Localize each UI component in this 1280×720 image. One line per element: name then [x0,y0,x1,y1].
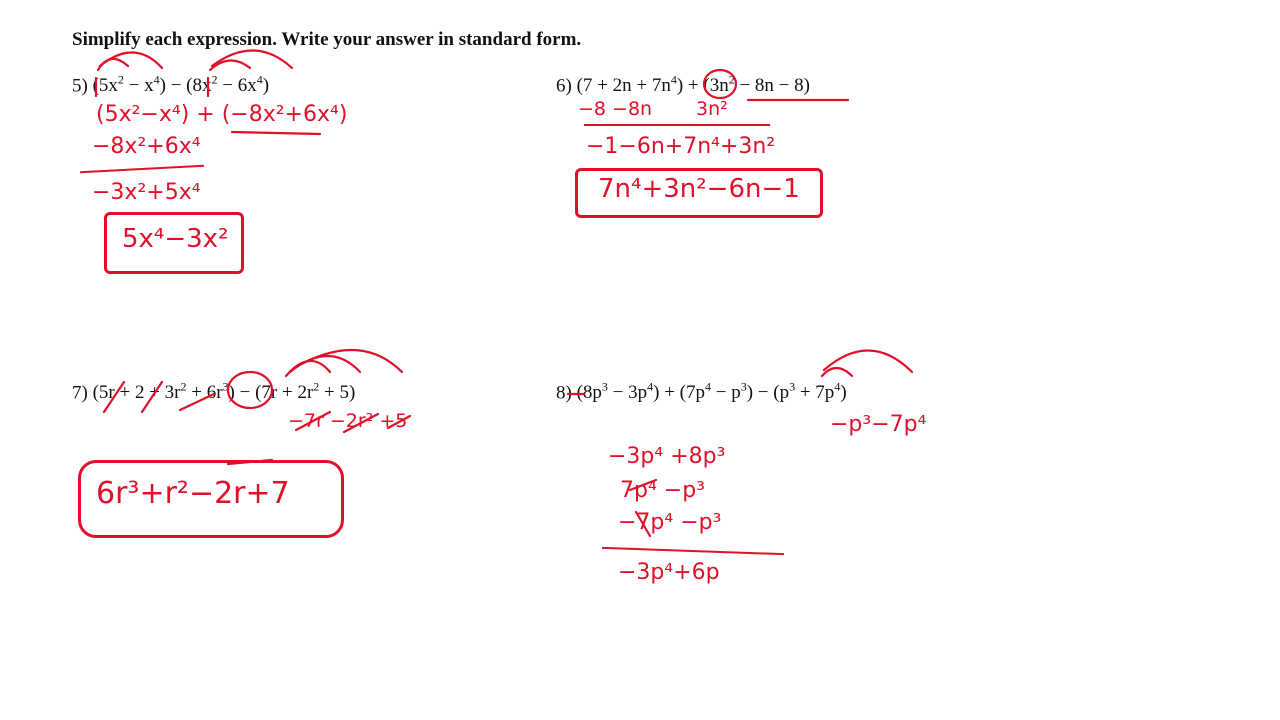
work-row3-8: −7p⁴ −p³ [618,510,722,535]
work-distributed-7: −7r −2r² +5 [288,410,408,432]
circle-mark [704,70,736,98]
expression: $(5x^2 - x^4) - (8x^2 - 6x^4)$ [92,73,270,97]
work-row1-8: −3p⁴ +8p³ [608,444,726,469]
work-combined-8: −3p⁴+6p [618,560,720,585]
answer-5: 5x⁴−3x² [122,224,229,254]
problem-number: 8) [556,382,572,404]
distribute-arrow [212,50,292,68]
problem-number: 5) [72,75,88,97]
expression: $(8p^3 - 3p^4) + (7p^4 - p^3) - (p^3 + 7p^4)$ [576,380,847,404]
strike-mark [142,382,162,412]
strike-mark [344,414,378,432]
strike-mark [104,382,124,412]
work-aligned-6b: 3n² [696,98,728,120]
work-combined-6: −1−6n+7n⁴+3n² [586,134,776,159]
circle-mark [228,372,272,408]
strike-mark [296,412,330,430]
strike-mark [636,512,650,536]
problem-number: 6) [556,75,572,97]
strike-mark [180,394,214,410]
instruction-heading: Simplify each expression. Write your answer in standard form. [72,29,582,50]
work-combined-5: −3x²+5x⁴ [92,180,201,205]
expression: $(5r + 2 + 3r^2 + 6r^3) - (7r + 2r^2 + 5)$ [92,380,356,404]
underline-mark [232,132,320,134]
work-rewrite-5: (5x²−x⁴) + (−8x²+6x⁴) [96,102,348,127]
expression: $(7 + 2n + 7n^4) + (3n^2 - 8n - 8)$ [576,73,810,97]
work-aligned-6a: −8 −8n [578,98,653,120]
distribute-arrow [100,52,162,68]
stroke-mark [228,460,272,464]
work-distributed-8: −p³−7p⁴ [830,412,927,437]
strike-mark [630,480,656,490]
answer-7: 6r³+r²−2r+7 [96,476,290,511]
problem-number: 7) [72,382,88,404]
work-step-5: −8x²+6x⁴ [92,134,201,159]
strike-mark [388,416,410,428]
answer-6: 7n⁴+3n²−6n−1 [598,174,800,204]
distribute-arrow [286,361,330,376]
work-row2-8: 7p⁴ −p³ [620,478,705,503]
